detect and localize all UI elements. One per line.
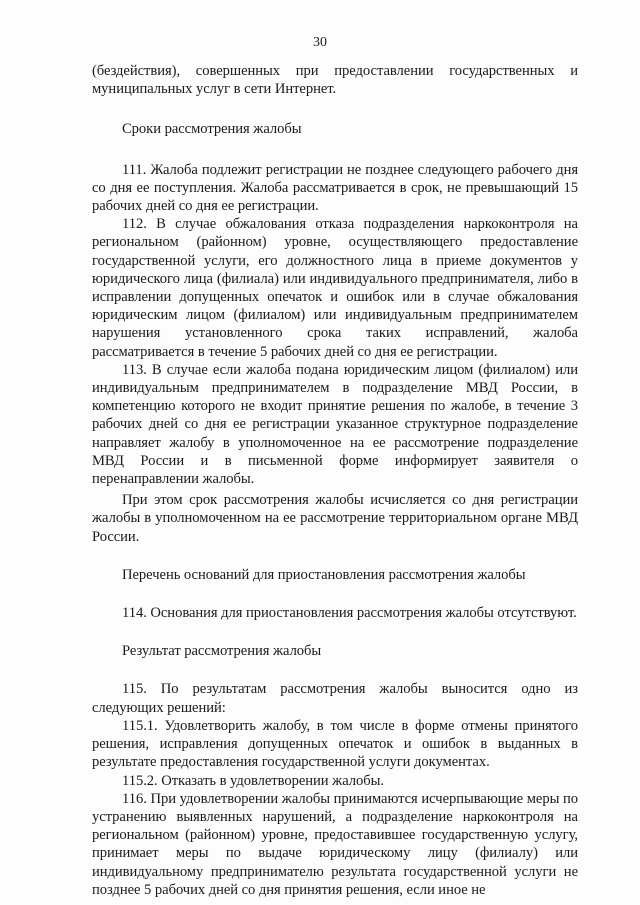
paragraph-111: 111. Жалоба подлежит регистрации не позднее следующего рабочего дня со дня ее поступления. Жалоба рассматривается в срок, не превышающий 15 рабочих дней со дня ее регистрации.: [92, 161, 578, 215]
paragraph-116: 116. При удовлетворении жалобы принимаются исчерпывающие меры по устранению выявленных нарушений, а подразделение наркоконтроля на региональном (районном) уровне, предоставившее государственную услугу, принимает меры по выдаче юридическому лицу (филиалу) или индивидуальному предпринимателю результата государственной услуги не позднее 5 рабочих дней со дня принятия решения, если иное не: [92, 790, 578, 898]
section-heading-terms: Сроки рассмотрения жалобы: [122, 121, 302, 138]
section-heading-result: Результат рассмотрения жалобы: [122, 643, 322, 660]
paragraph-115-2: 115.2. Отказать в удовлетворении жалобы.: [122, 772, 384, 789]
paragraph-113: 113. В случае если жалоба подана юридическим лицом (филиалом) или индивидуальным предпринимателем в подразделение МВД России, в компетенцию которого не входит принятие решения по жалобе, в течение 3 рабочих дней со дня ее регистрации указанное структурное подразделение направляет жалобу в уполномоченное на ее рассмотрение подразделение МВД России и в письменной форме информирует заявителя о перенаправлении жалобы.: [92, 361, 578, 488]
document-body: [92, 62, 578, 899]
paragraph-115-1: 115.1. Удовлетворить жалобу, в том числе в форме отмены принятого решения, исправления допущенных опечаток и ошибок в выданных в результате предоставления государственной услуги документах.: [92, 717, 578, 771]
page-number: 30: [313, 35, 327, 50]
paragraph-112: 112. В случае обжалования отказа подразделения наркоконтроля на региональном (районном) уровне, осуществляющего предоставление государственной услуги, его должностного лица в приеме документов у юридического лица (филиала) или индивидуального предпринимателя, либо в исправлении допущенных опечаток и ошибок или в случае обжалования юридическим лицом (филиалом) или индивидуальным предпринимателем нарушения установленного срока таких исправлений, жалоба рассматривается в течение 5 рабочих дней со дня ее регистрации.: [92, 216, 578, 360]
intro-paragraph: (бездействия), совершенных при предоставлении государственных и муниципальных услуг в сети Интернет.: [92, 63, 578, 98]
paragraph-113-note: При этом срок рассмотрения жалобы исчисляется со дня регистрации жалобы в уполномоченном на ее рассмотрение территориальном органе МВД России.: [92, 492, 578, 545]
section-heading-grounds: Перечень оснований для приостановления рассмотрения жалобы: [122, 566, 526, 583]
paragraph-114: 114. Основания для приостановления рассмотрения жалобы отсутствуют.: [122, 605, 577, 622]
paragraph-115: 115. По результатам рассмотрения жалобы выносится одно из следующих решений:: [92, 681, 578, 716]
